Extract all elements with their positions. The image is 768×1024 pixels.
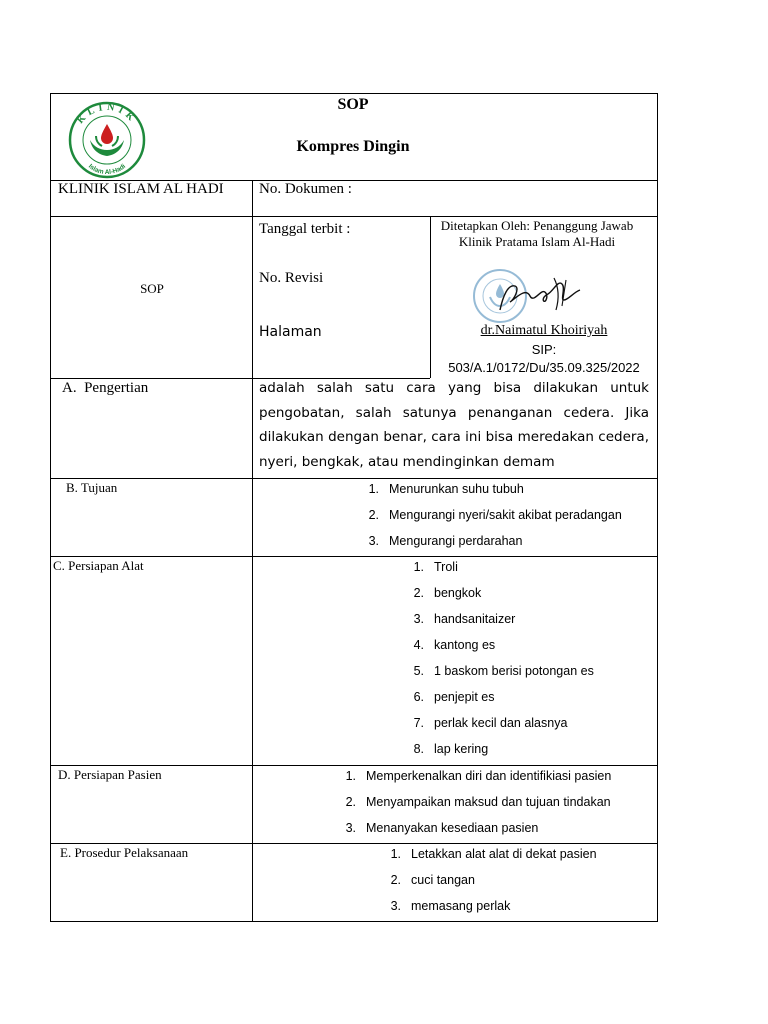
section-pengertian-label: A. Pengertian	[62, 380, 149, 396]
clinic-name: KLINIK ISLAM AL HADI	[58, 181, 224, 197]
list-item: 3. memasang perlak	[390, 899, 511, 913]
svg-text:KLINIK	[75, 102, 139, 126]
sip-label: SIP:	[531, 342, 557, 357]
revision-label: No. Revisi	[259, 270, 324, 286]
stamp-signature	[470, 266, 590, 324]
section-tujuan-label: B. Tujuan	[66, 480, 118, 495]
document-title: SOP	[337, 96, 369, 113]
logo-text-top: KLINIK	[75, 101, 139, 127]
section-prosedur-label: E. Prosedur Pelaksanaan	[60, 845, 189, 860]
row-divider	[50, 478, 658, 479]
document-number-label: No. Dokumen :	[259, 181, 352, 197]
list-item: 5. 1 baskom berisi potongan es	[413, 664, 594, 678]
prosedur-list	[385, 846, 597, 924]
list-item: 8. lap kering	[413, 742, 489, 756]
list-item: 7. perlak kecil dan alasnya	[413, 716, 568, 730]
list-item: 2. cuci tangan	[390, 873, 475, 887]
list-item: 2. bengkok	[413, 586, 482, 600]
sop-label: SOP	[140, 281, 164, 296]
sip-number: 503/A.1/0172/Du/35.09.325/2022	[448, 360, 640, 375]
list-item: 1. Menurunkan suhu tubuh	[368, 482, 524, 496]
logo-text-bottom: Islam Al-Hadi	[86, 162, 128, 177]
doctor-name: dr.Naimatul Khoiriyah	[480, 323, 608, 338]
clinic-logo	[66, 100, 148, 180]
section-pasien-label: D. Persiapan Pasien	[58, 767, 162, 782]
list-item: 4. kantong es	[413, 638, 496, 652]
list-item: 3. Menanyakan kesediaan pasien	[345, 821, 539, 835]
list-item: 2. Menyampaikan maksud dan tujuan tindakan	[345, 795, 611, 809]
list-item: 2. Mengurangi nyeri/sakit akibat peradangan	[368, 508, 622, 522]
column-divider	[252, 180, 253, 922]
approved-by: Ditetapkan Oleh: Penanggung Jawab Klinik Pratama Islam Al-Hadi	[440, 218, 634, 249]
issue-date-label: Tanggal terbit :	[259, 221, 351, 237]
row-divider	[50, 216, 658, 217]
section-pengertian-text: adalah salah satu cara yang bisa dilakukan untuk pengobatan, salah satunya penanganan cedera. Jika dilakukan dengan benar, cara ini bisa meredakan cedera, nyeri, bengkak, atau mendinginkan demam	[259, 380, 649, 470]
section-alat-label: C. Persiapan Alat	[53, 558, 144, 573]
column-divider	[430, 216, 431, 378]
tujuan-list	[363, 481, 622, 559]
pasien-list	[340, 768, 611, 846]
alat-list	[408, 559, 594, 767]
list-item: 3. Mengurangi perdarahan	[368, 534, 523, 548]
list-item: 1. Memperkenalkan diri dan identifikiasi pasien	[345, 769, 612, 783]
list-item: 1. Troli	[413, 560, 458, 574]
list-item: 1. Letakkan alat alat di dekat pasien	[390, 847, 597, 861]
list-item: 6. penjepit es	[413, 690, 495, 704]
document-subtitle: Kompres Dingin	[296, 138, 410, 155]
page-label: Halaman	[259, 324, 322, 340]
list-item: 3. handsanitaizer	[413, 612, 516, 626]
